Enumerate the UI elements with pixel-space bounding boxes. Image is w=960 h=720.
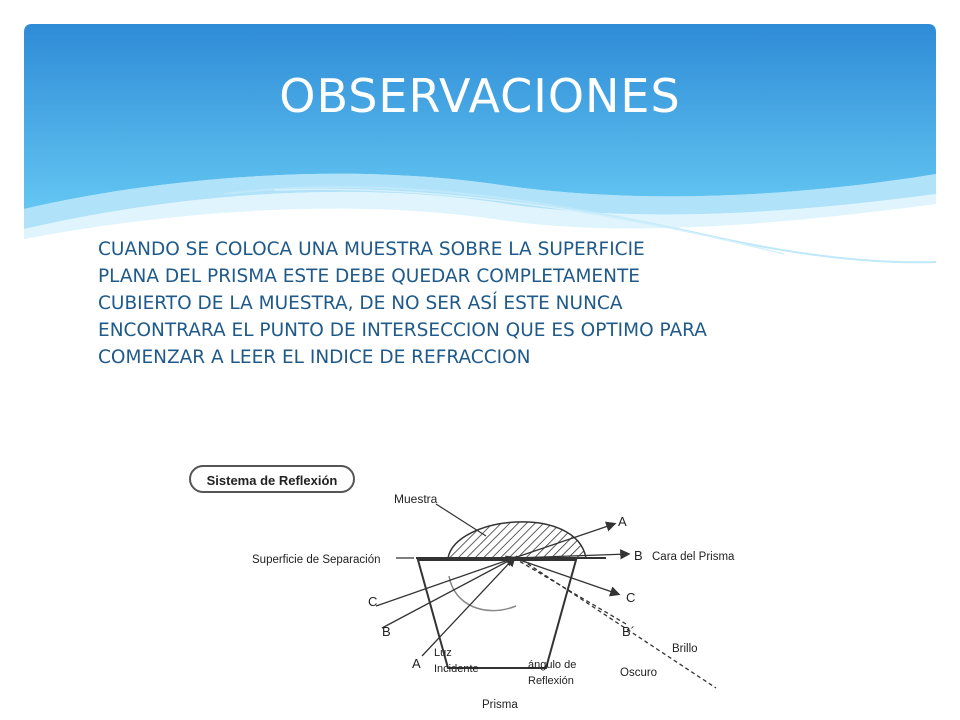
label-cara-prisma: Cara del Prisma bbox=[652, 551, 735, 563]
slide-title: OBSERVACIONES bbox=[279, 69, 681, 123]
body-line: CUBIERTO DE LA MUESTRA, DE NO SER ASÍ ESTE NUNCA bbox=[98, 293, 623, 314]
label-c-in: C bbox=[368, 594, 378, 609]
reflection-diagram bbox=[186, 456, 746, 720]
label-angulo: ángulo de bbox=[528, 659, 577, 671]
body-line: ENCONTRARA EL PUNTO DE INTERSECCION QUE ES OPTIMO PARA bbox=[98, 320, 707, 341]
label-b-prime: B´ bbox=[622, 624, 635, 639]
label-prisma: Prisma bbox=[482, 699, 518, 711]
muestra-pointer bbox=[436, 504, 486, 536]
body-paragraph bbox=[98, 236, 888, 371]
label-brillo: Brillo bbox=[672, 643, 698, 655]
label-a-in: A bbox=[412, 656, 421, 671]
ray-a-in bbox=[422, 558, 514, 656]
label-muestra: Muestra bbox=[394, 492, 438, 506]
label-superficie: Superficie de Separación bbox=[252, 554, 381, 566]
diagram-heading: Sistema de Reflexión bbox=[206, 473, 338, 488]
ray-c-in bbox=[376, 558, 514, 606]
label-incidente: Incidente bbox=[434, 663, 479, 675]
label-c-out: C bbox=[626, 590, 636, 605]
label-a-out: A bbox=[618, 514, 627, 529]
label-oscuro: Oscuro bbox=[620, 667, 658, 679]
label-b-out: B bbox=[634, 548, 643, 563]
body-line: PLANA DEL PRISMA ESTE DEBE QUEDAR COMPLETAMENTE bbox=[98, 266, 640, 287]
label-luz: Luz bbox=[434, 647, 452, 659]
label-reflexion: Reflexión bbox=[528, 675, 574, 687]
ray-b-in bbox=[382, 558, 514, 628]
body-line: CUANDO SE COLOCA UNA MUESTRA SOBRE LA SUPERFICIE bbox=[98, 239, 645, 260]
label-b-in: B bbox=[382, 624, 391, 639]
body-line: COMENZAR A LEER EL INDICE DE REFRACCION bbox=[98, 347, 531, 368]
angle-arc bbox=[449, 576, 516, 611]
